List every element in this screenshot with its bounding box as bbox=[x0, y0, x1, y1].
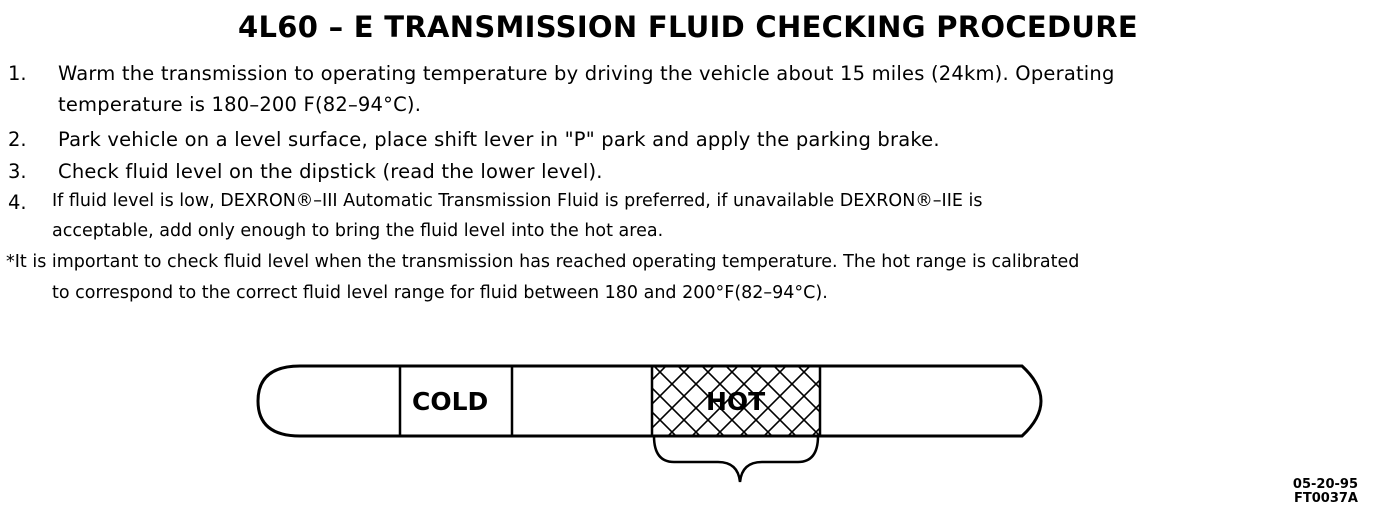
step-2-line-1: Park vehicle on a level surface, place shift lever in "P" park and apply the parking brake. bbox=[58, 128, 940, 151]
dipstick-outline bbox=[258, 366, 1041, 436]
figure-id: FT0037A bbox=[1294, 491, 1358, 506]
note-line-1: *It is important to check fluid level when the transmission has reached operating temperature. The hot range is calibrated bbox=[6, 252, 1080, 272]
hot-label: HOT bbox=[706, 387, 766, 416]
note-line-2: to correspond to the correct fluid level range for fluid between 180 and 200°F(82–94°C). bbox=[52, 283, 828, 303]
step-4-line-2: acceptable, add only enough to bring the fluid level into the hot area. bbox=[52, 221, 664, 241]
step-1-number: 1. bbox=[8, 62, 27, 85]
step-4-line-1: If fluid level is low, DEXRON®–III Automatic Transmission Fluid is preferred, if unavailable DEXRON®–IIE is bbox=[52, 191, 983, 211]
page-title: 4L60 – E TRANSMISSION FLUID CHECKING PROCEDURE bbox=[238, 10, 1138, 44]
step-3-line-1: Check fluid level on the dipstick (read the lower level). bbox=[58, 160, 603, 183]
hot-zone-brace bbox=[654, 436, 818, 482]
figure-code bbox=[1293, 478, 1358, 506]
step-2-number: 2. bbox=[8, 128, 27, 151]
step-4-number: 4. bbox=[8, 191, 27, 214]
figure-date: 05-20-95 bbox=[1292, 477, 1358, 492]
step-3-number: 3. bbox=[8, 160, 27, 183]
step-1-line-1: Warm the transmission to operating temperature by driving the vehicle about 15 miles (24km). Operating bbox=[58, 62, 1115, 85]
step-1-line-2: temperature is 180–200 F(82–94°C). bbox=[58, 93, 422, 116]
cold-label: COLD bbox=[412, 387, 489, 416]
